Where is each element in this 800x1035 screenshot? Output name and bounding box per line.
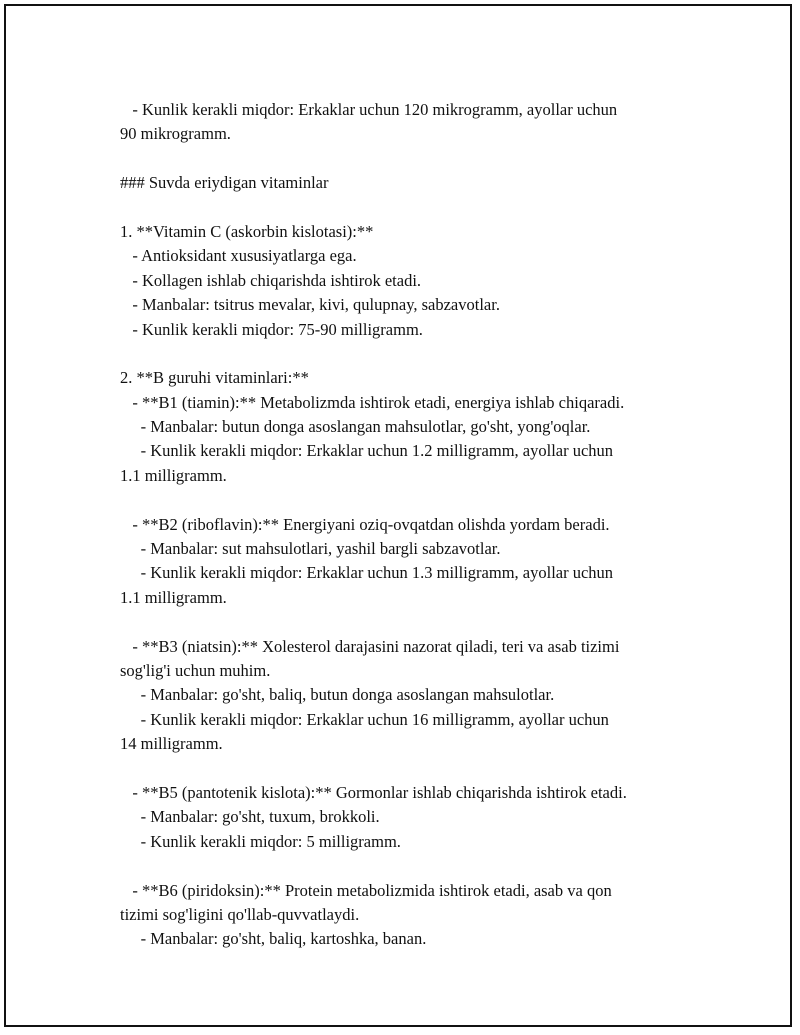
text-line: - Kunlik kerakli miqdor: 5 milligramm. — [120, 831, 401, 851]
text-line: - Manbalar: butun donga asoslangan mahsulotlar, go'sht, yong'oqlar. — [120, 417, 591, 437]
text-line: - Manbalar: go'sht, baliq, kartoshka, banan. — [120, 929, 427, 949]
blank-line — [120, 488, 720, 512]
text-line: - Manbalar: tsitrus mevalar, kivi, qulupnay, sabzavotlar. — [120, 295, 500, 315]
text-line: sog'lig'i uchun muhim. — [120, 660, 271, 680]
text-line: - Kunlik kerakli miqdor: Erkaklar uchun 16 milligramm, ayollar uchun — [120, 709, 609, 729]
text-line: - Kunlik kerakli miqdor: Erkaklar uchun 1.2 milligramm, ayollar uchun — [120, 441, 614, 461]
text-line: - Manbalar: go'sht, baliq, butun donga asoslangan mahsulotlar. — [120, 685, 555, 705]
text-line: - Manbalar: go'sht, tuxum, brokkoli. — [120, 807, 380, 827]
list-item-heading: 2. **B guruhi vitaminlari:** — [120, 368, 309, 388]
blank-line — [120, 147, 720, 171]
text-line: - **B1 (tiamin):** Metabolizmda ishtirok etadi, energiya ishlab chiqaradi. — [120, 392, 625, 412]
text-line: - **B3 (niatsin):** Xolesterol darajasini nazorat qiladi, teri va asab tizimi — [120, 636, 620, 656]
blank-line — [120, 757, 720, 781]
document-body — [120, 98, 720, 952]
text-line: - Kunlik kerakli miqdor: 75-90 milligramm. — [120, 319, 423, 339]
blank-line — [120, 196, 720, 220]
list-item-heading: 1. **Vitamin C (askorbin kislotasi):** — [120, 221, 374, 241]
blank-line — [120, 342, 720, 366]
text-line: 1.1 milligramm. — [120, 465, 227, 485]
text-line: - **B6 (piridoksin):** Protein metabolizmida ishtirok etadi, asab va qon — [120, 880, 612, 900]
text-line: 14 milligramm. — [120, 734, 223, 754]
blank-line — [120, 854, 720, 878]
document-page — [4, 4, 792, 1027]
text-line: tizimi sog'ligini qo'llab-quvvatlaydi. — [120, 904, 360, 924]
text-line: - Manbalar: sut mahsulotlari, yashil bargli sabzavotlar. — [120, 539, 501, 559]
text-line: - **B5 (pantotenik kislota):** Gormonlar ishlab chiqarishda ishtirok etadi. — [120, 782, 627, 802]
text-line: - Kollagen ishlab chiqarishda ishtirok etadi. — [120, 270, 422, 290]
text-line: - **B2 (riboflavin):** Energiyani oziq-ovqatdan olishda yordam beradi. — [120, 514, 610, 534]
text-line: - Kunlik kerakli miqdor: Erkaklar uchun 1.3 milligramm, ayollar uchun — [120, 563, 614, 583]
blank-line — [120, 610, 720, 634]
text-line: 1.1 milligramm. — [120, 587, 227, 607]
text-line: - Kunlik kerakli miqdor: Erkaklar uchun 120 mikrogramm, ayollar uchun — [120, 100, 618, 119]
text-line: - Antioksidant xususiyatlarga ega. — [120, 246, 357, 266]
text-line: 90 mikrogramm. — [120, 124, 231, 144]
section-heading: ### Suvda eriydigan vitaminlar — [120, 173, 329, 193]
